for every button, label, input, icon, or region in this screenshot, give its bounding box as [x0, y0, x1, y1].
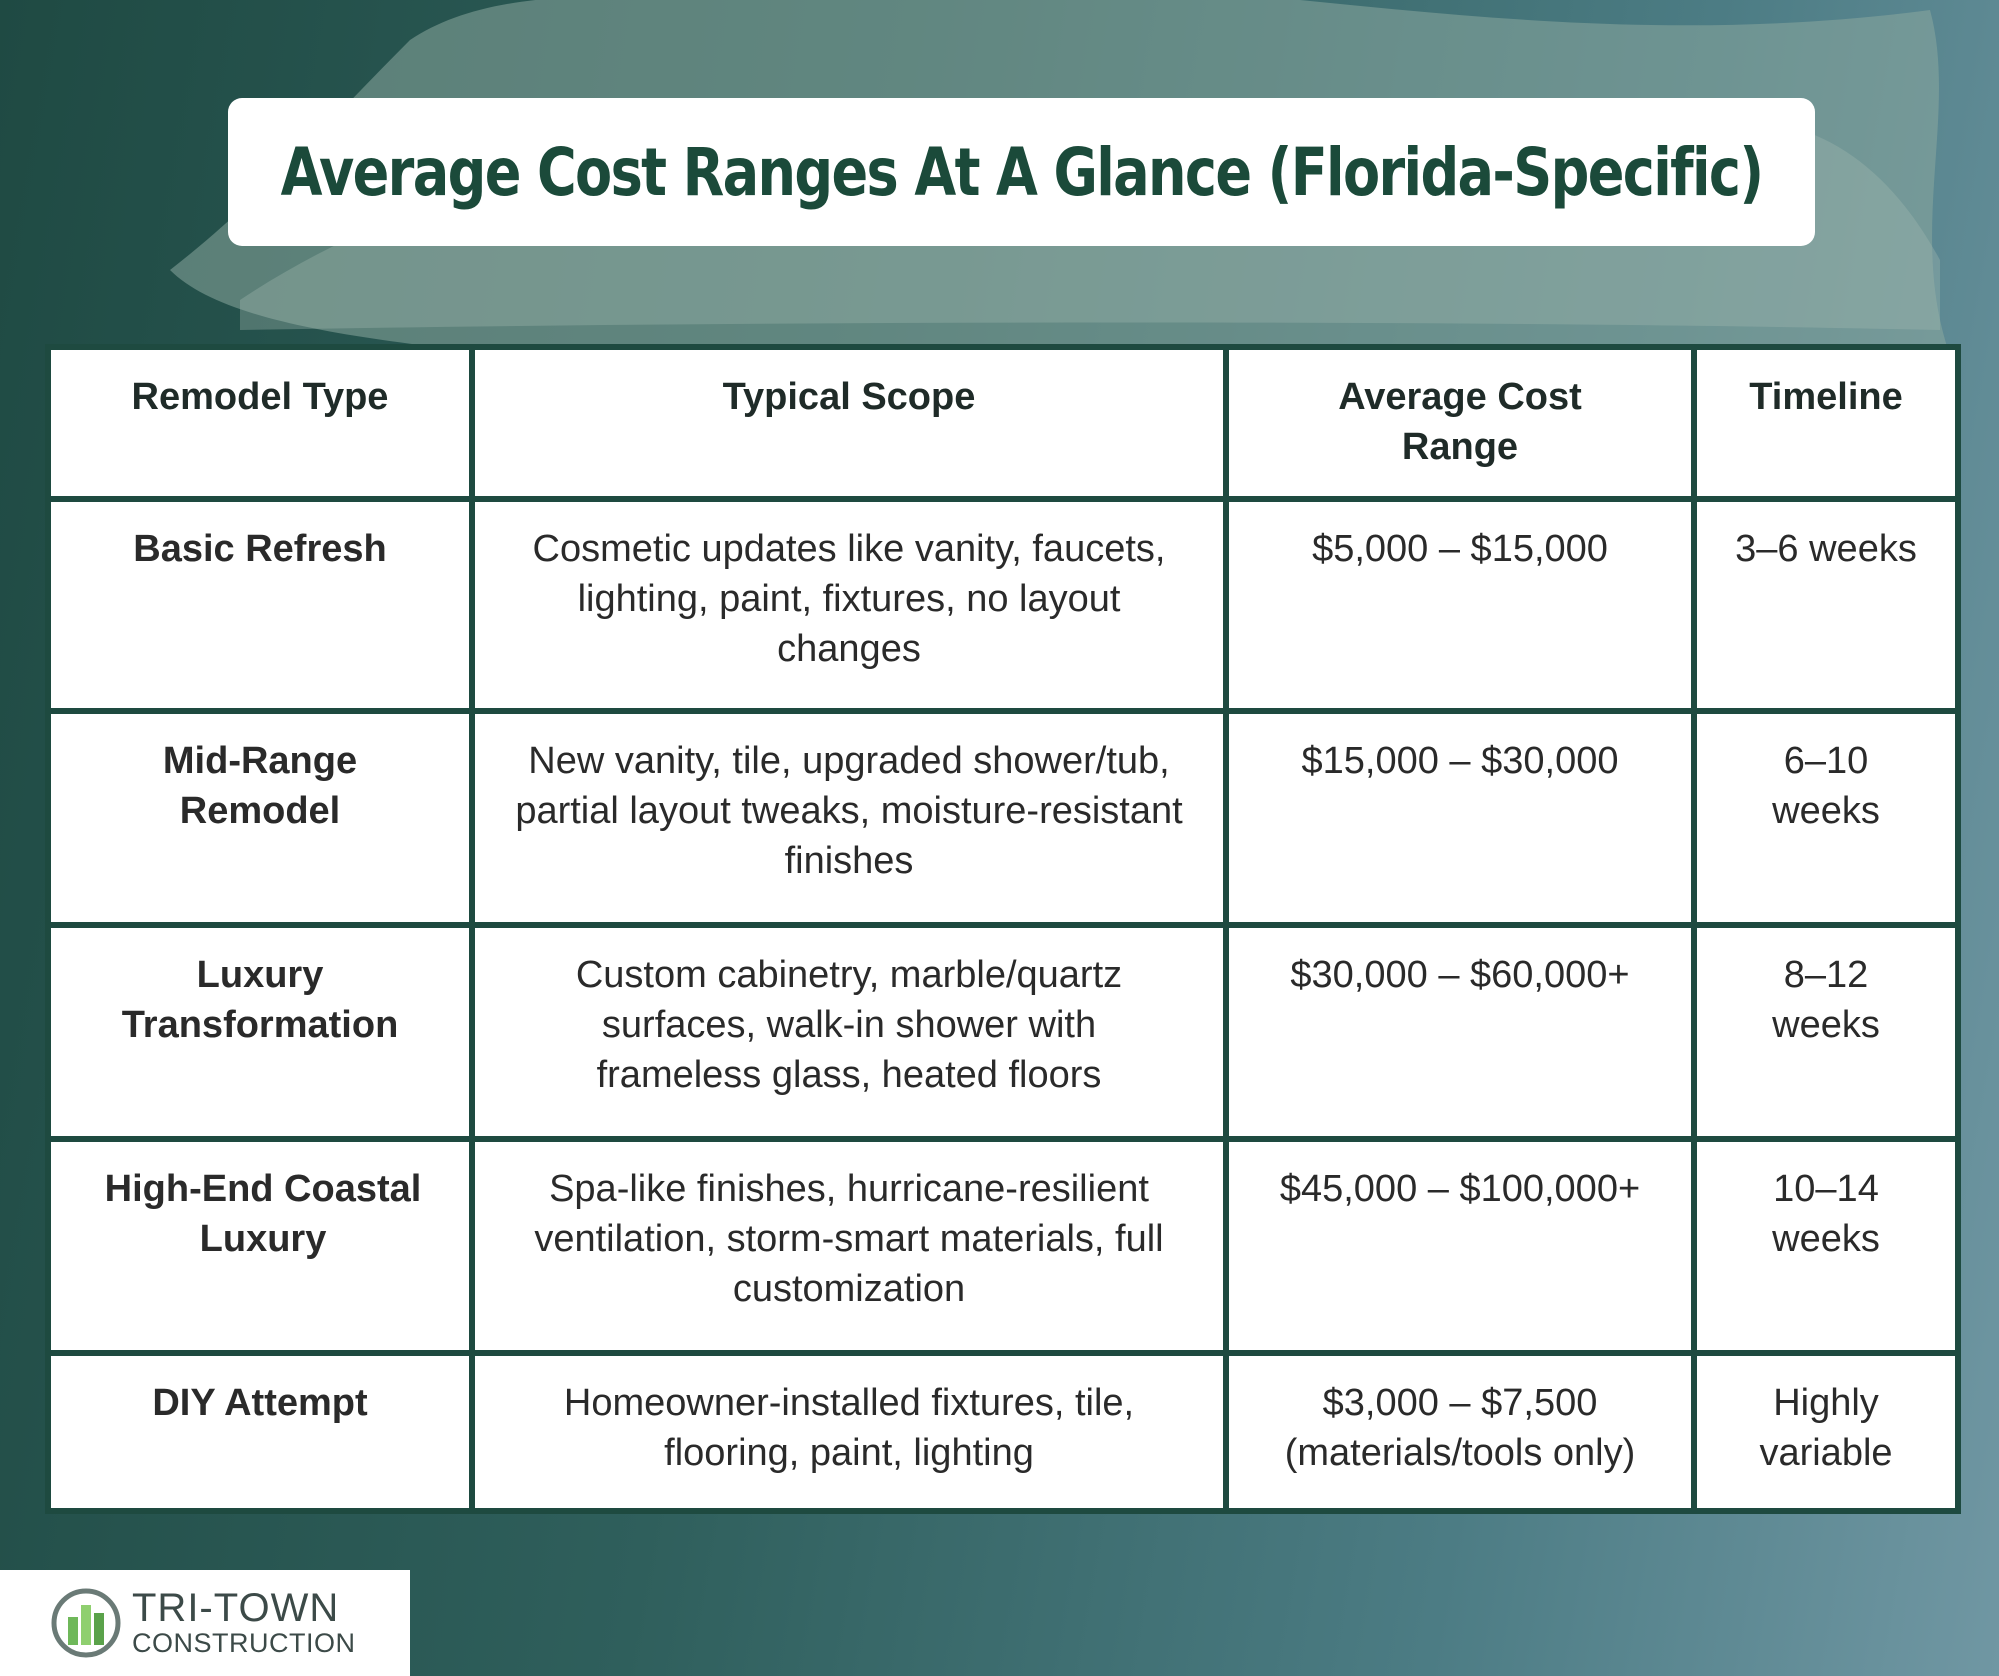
- row-typical-scope-text: Homeowner-installed fixtures, tile, flooring, paint, lighting: [563, 1382, 1135, 1474]
- table-row: [48, 925, 1958, 1139]
- row-timeline: [1694, 711, 1958, 925]
- header-timeline: Timeline: [1694, 347, 1958, 499]
- row-remodel-type: [48, 1139, 472, 1353]
- row-typical-scope-text: Spa-like finishes, hurricane-resilient ventilation, storm-smart materials, full customization: [534, 1168, 1164, 1310]
- logo-subtitle: CONSTRUCTION: [132, 1628, 356, 1658]
- header-average-cost-range-text: Average Cost Range: [1338, 376, 1582, 468]
- page-title: Average Cost Ranges At A Glance (Florida-Specific): [280, 133, 1763, 211]
- logo-name: TRI-TOWN: [132, 1586, 340, 1630]
- row-average-cost: $45,000 – $100,000+: [1226, 1139, 1694, 1353]
- row-typical-scope: [472, 1139, 1226, 1353]
- header-typical-scope: Typical Scope: [472, 347, 1226, 499]
- row-timeline: [1694, 925, 1958, 1139]
- row-timeline-text: 10–14 weeks: [1772, 1168, 1880, 1260]
- header-remodel-type: Remodel Type: [48, 347, 472, 499]
- row-typical-scope: [472, 499, 1226, 711]
- row-timeline: [1694, 1139, 1958, 1353]
- row-timeline-text: 6–10 weeks: [1772, 740, 1880, 832]
- row-typical-scope-text: New vanity, tile, upgraded shower/tub, partial layout tweaks, moisture-resistant finishes: [515, 740, 1183, 882]
- row-remodel-type-text: High-End Coastal Luxury: [104, 1168, 422, 1260]
- table-row: [48, 711, 1958, 925]
- row-typical-scope: [472, 1353, 1226, 1511]
- row-remodel-type-text: Mid-Range Remodel: [162, 740, 358, 832]
- row-average-cost: $30,000 – $60,000+: [1226, 925, 1694, 1139]
- row-average-cost-text: $3,000 – $7,500 (materials/tools only): [1284, 1382, 1636, 1474]
- row-remodel-type: [48, 711, 472, 925]
- row-typical-scope-text: Cosmetic updates like vanity, faucets, lighting, paint, fixtures, no layout changes: [532, 528, 1166, 670]
- header-average-cost-range: [1226, 347, 1694, 499]
- row-typical-scope-text: Custom cabinetry, marble/quartz surfaces, walk-in shower with frameless glass, heated floors: [575, 954, 1123, 1096]
- title-banner: [228, 98, 1815, 246]
- table-row: [48, 1353, 1958, 1511]
- row-timeline: 3–6 weeks: [1694, 499, 1958, 711]
- row-timeline-text: 8–12 weeks: [1772, 954, 1880, 1046]
- row-timeline-text: Highly variable: [1759, 1382, 1893, 1474]
- row-remodel-type: [48, 925, 472, 1139]
- cost-table: [45, 344, 1961, 1514]
- row-remodel-type: DIY Attempt: [48, 1353, 472, 1511]
- company-logo: [0, 1570, 410, 1676]
- table-row: [48, 499, 1958, 711]
- row-typical-scope: [472, 925, 1226, 1139]
- row-timeline: [1694, 1353, 1958, 1511]
- table-header-row: [48, 347, 1958, 499]
- row-remodel-type-text: Luxury Transformation: [121, 954, 399, 1046]
- table-row: [48, 1139, 1958, 1353]
- row-remodel-type: Basic Refresh: [48, 499, 472, 711]
- building-circle-icon: [50, 1587, 122, 1659]
- row-average-cost: $5,000 – $15,000: [1226, 499, 1694, 711]
- row-average-cost: $15,000 – $30,000: [1226, 711, 1694, 925]
- row-average-cost: [1226, 1353, 1694, 1511]
- row-typical-scope: [472, 711, 1226, 925]
